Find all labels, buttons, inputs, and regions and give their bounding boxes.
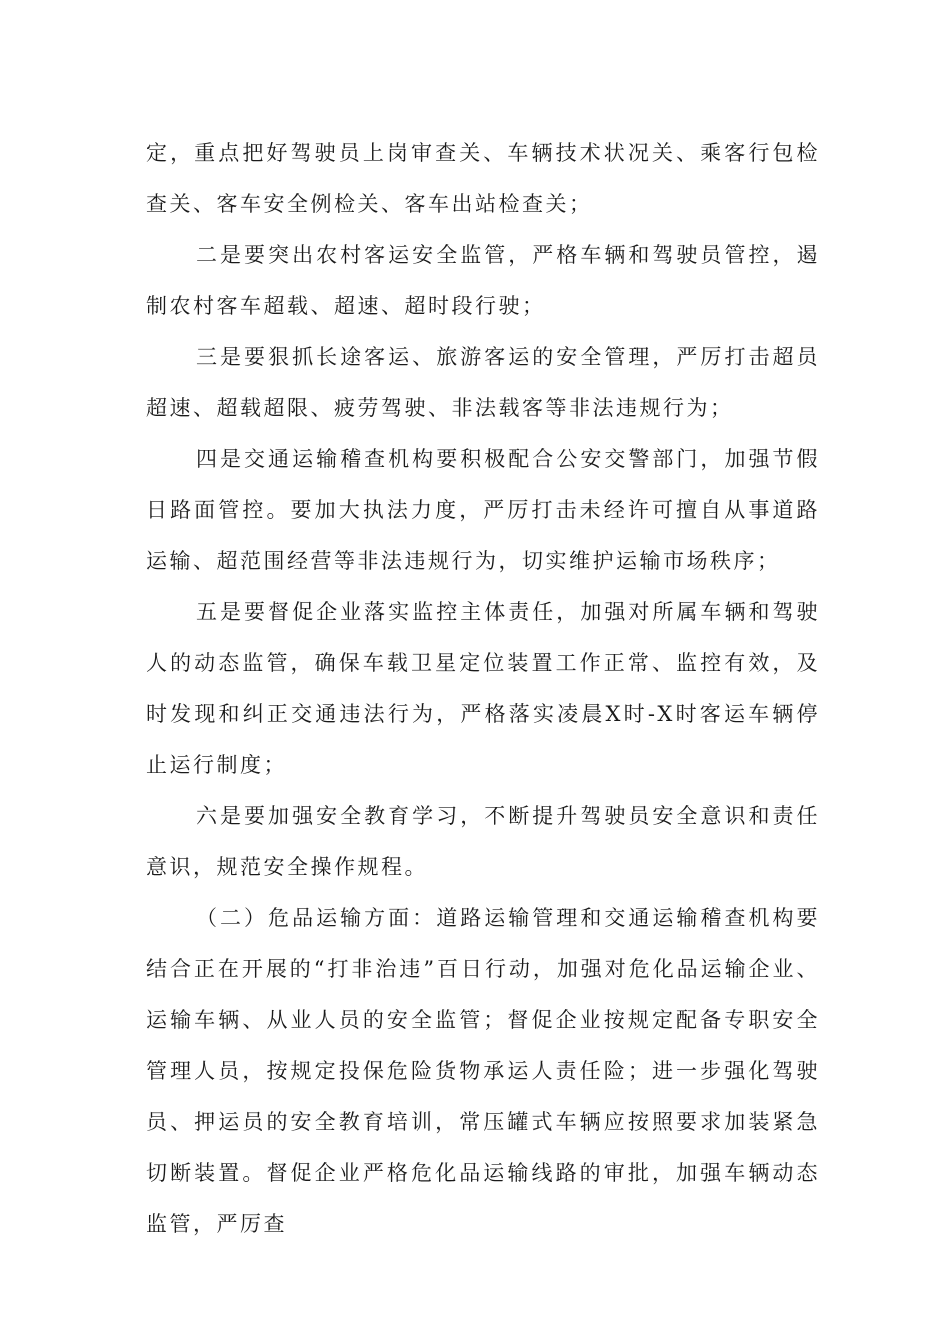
paragraph-item-4: 四是交通运输稽查机构要积极配合公安交警部门，加强节假日路面管控。要加大执法力度，严厉打击未经许可擅自从事道路运输、超范围经营等非法违规行为，切实维护运输市场秩序； (146, 447, 820, 573)
paragraph-item-6: 六是要加强安全教育学习，不断提升驾驶员安全意识和责任意识，规范安全操作规程。 (146, 804, 820, 879)
paragraph-item-2: 二是要突出农村客运安全监管，严格车辆和驾驶员管控，遏制农村客车超载、超速、超时段行驶； (146, 243, 820, 318)
document-body (146, 128, 820, 1250)
paragraph-item-5: 五是要督促企业落实监控主体责任，加强对所属车辆和驾驶人的动态监管，确保车载卫星定位装置工作正常、监控有效，及时发现和纠正交通违法行为，严格落实凌晨X时-X时客运车辆停止运行制度； (146, 600, 820, 777)
paragraph-item-3: 三是要狠抓长途客运、旅游客运的安全管理，严厉打击超员超速、超载超限、疲劳驾驶、非法载客等非法违规行为； (146, 345, 820, 420)
paragraph-section-2: （二）危品运输方面：道路运输管理和交通运输稽查机构要结合正在开展的“打非治违”百日行动，加强对危化品运输企业、运输车辆、从业人员的安全监管；督促企业按规定配备专职安全管理人员，按规定投保危险货物承运人责任险；进一步强化驾驶员、押运员的安全教育培训，常压罐式车辆应按照要求加装紧急切断装置。督促企业严格危化品运输线路的审批，加强车辆动态监管，严厉查 (146, 906, 820, 1236)
paragraph-continuation: 定，重点把好驾驶员上岗审查关、车辆技术状况关、乘客行包检查关、客车安全例检关、客车出站检查关； (146, 141, 820, 216)
